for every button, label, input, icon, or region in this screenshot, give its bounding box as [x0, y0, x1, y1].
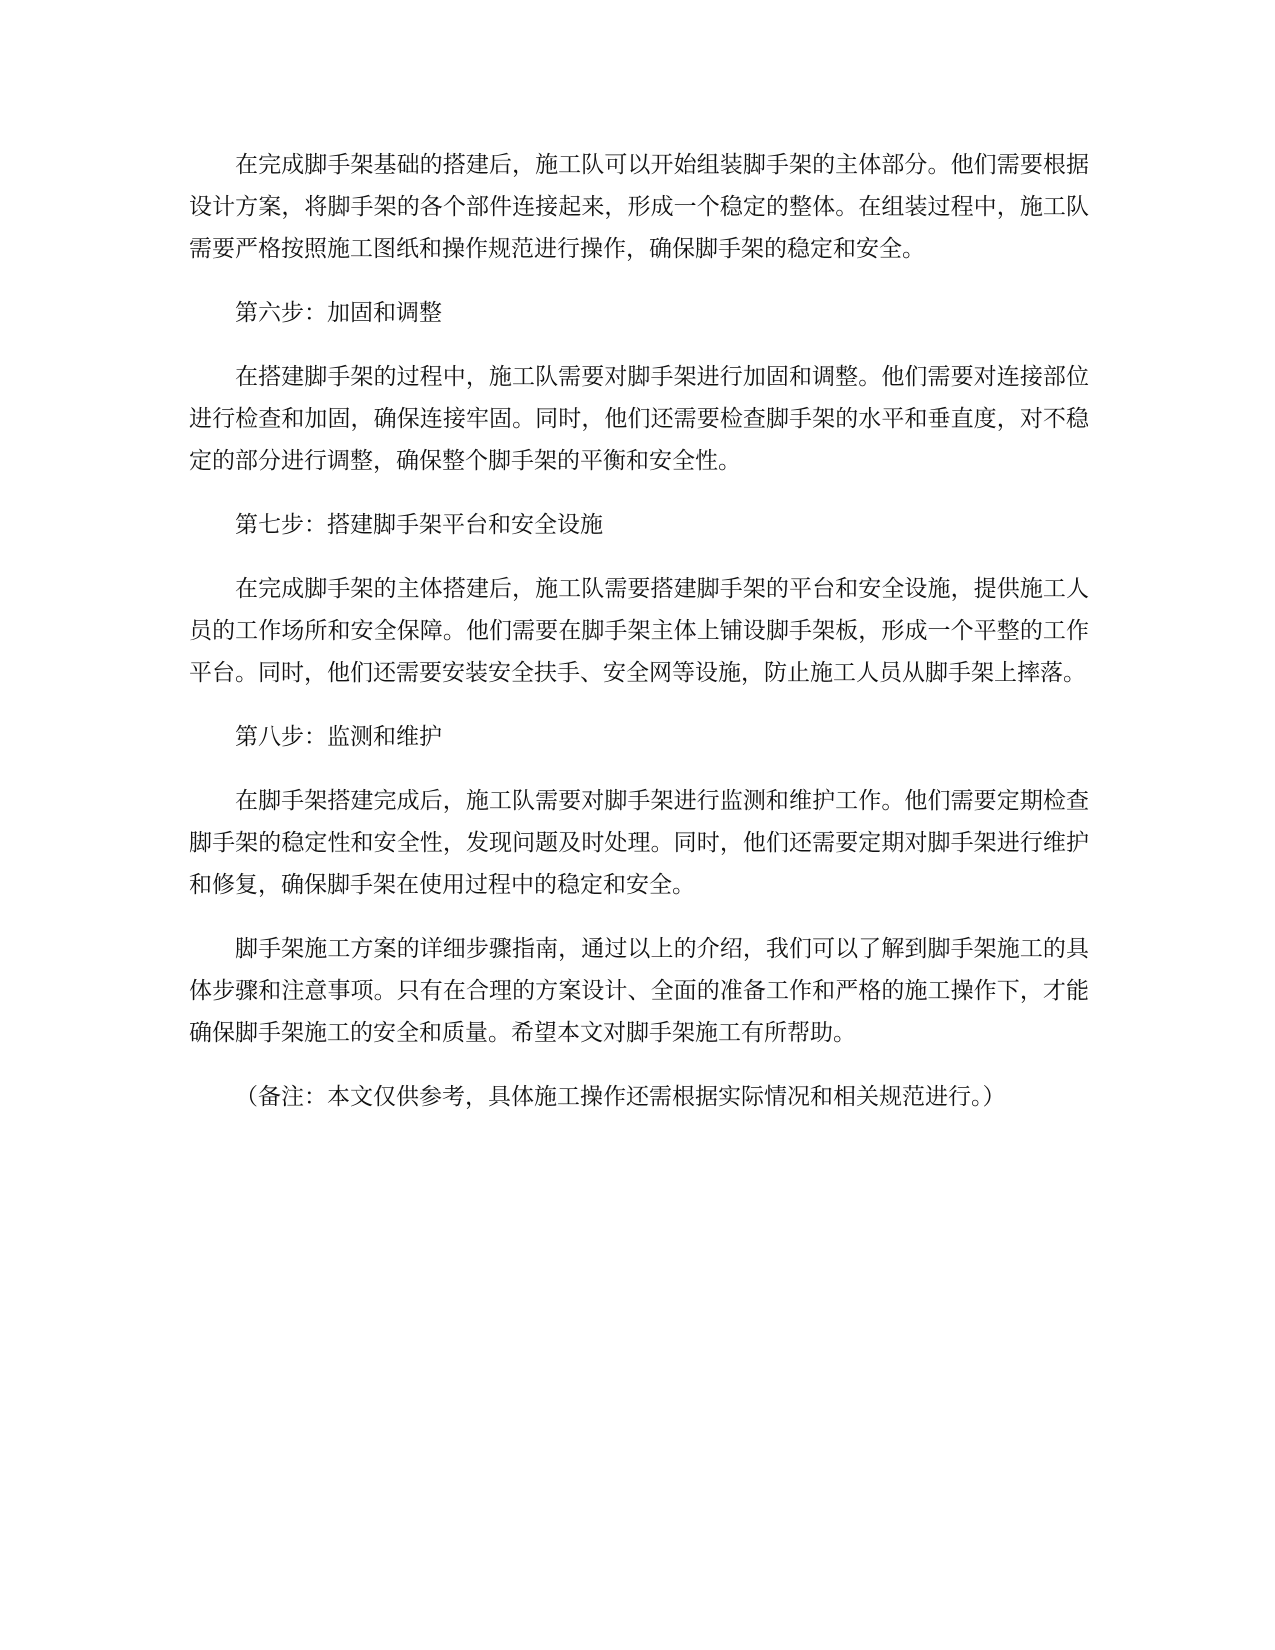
heading-step-eight: 第八步：监测和维护 [235, 724, 442, 750]
paragraph-platform-safety: 在完成脚手架的主体搭建后，施工队需要搭建脚手架的平台和安全设施，提供施工人员的工作场所和安全保障。他们需要在脚手架主体上铺设脚手架板，形成一个平整的工作平台。同时，他们还需要安装安全扶手、安全网等设施，防止施工人员从脚手架上摔落。 [189, 576, 1089, 686]
heading-step-seven: 第七步：搭建脚手架平台和安全设施 [235, 512, 603, 538]
note-disclaimer: （备注：本文仅供参考，具体施工操作还需根据实际情况和相关规范进行。） [235, 1084, 1006, 1110]
heading-step-six: 第六步：加固和调整 [235, 300, 442, 326]
document-body [189, 144, 1089, 1118]
paragraph-conclusion: 脚手架施工方案的详细步骤指南，通过以上的介绍，我们可以了解到脚手架施工的具体步骤和注意事项。只有在合理的方案设计、全面的准备工作和严格的施工操作下，才能确保脚手架施工的安全和质量。希望本文对脚手架施工有所帮助。 [189, 936, 1089, 1046]
paragraph-monitoring: 在脚手架搭建完成后，施工队需要对脚手架进行监测和维护工作。他们需要定期检查脚手架的稳定性和安全性，发现问题及时处理。同时，他们还需要定期对脚手架进行维护和修复，确保脚手架在使用过程中的稳定和安全。 [189, 788, 1089, 898]
paragraph-assembly: 在完成脚手架基础的搭建后，施工队可以开始组装脚手架的主体部分。他们需要根据设计方案，将脚手架的各个部件连接起来，形成一个稳定的整体。在组装过程中，施工队需要严格按照施工图纸和操作规范进行操作，确保脚手架的稳定和安全。 [189, 152, 1089, 262]
paragraph-reinforcement: 在搭建脚手架的过程中，施工队需要对脚手架进行加固和调整。他们需要对连接部位进行检查和加固，确保连接牢固。同时，他们还需要检查脚手架的水平和垂直度，对不稳定的部分进行调整，确保整个脚手架的平衡和安全性。 [189, 364, 1089, 474]
